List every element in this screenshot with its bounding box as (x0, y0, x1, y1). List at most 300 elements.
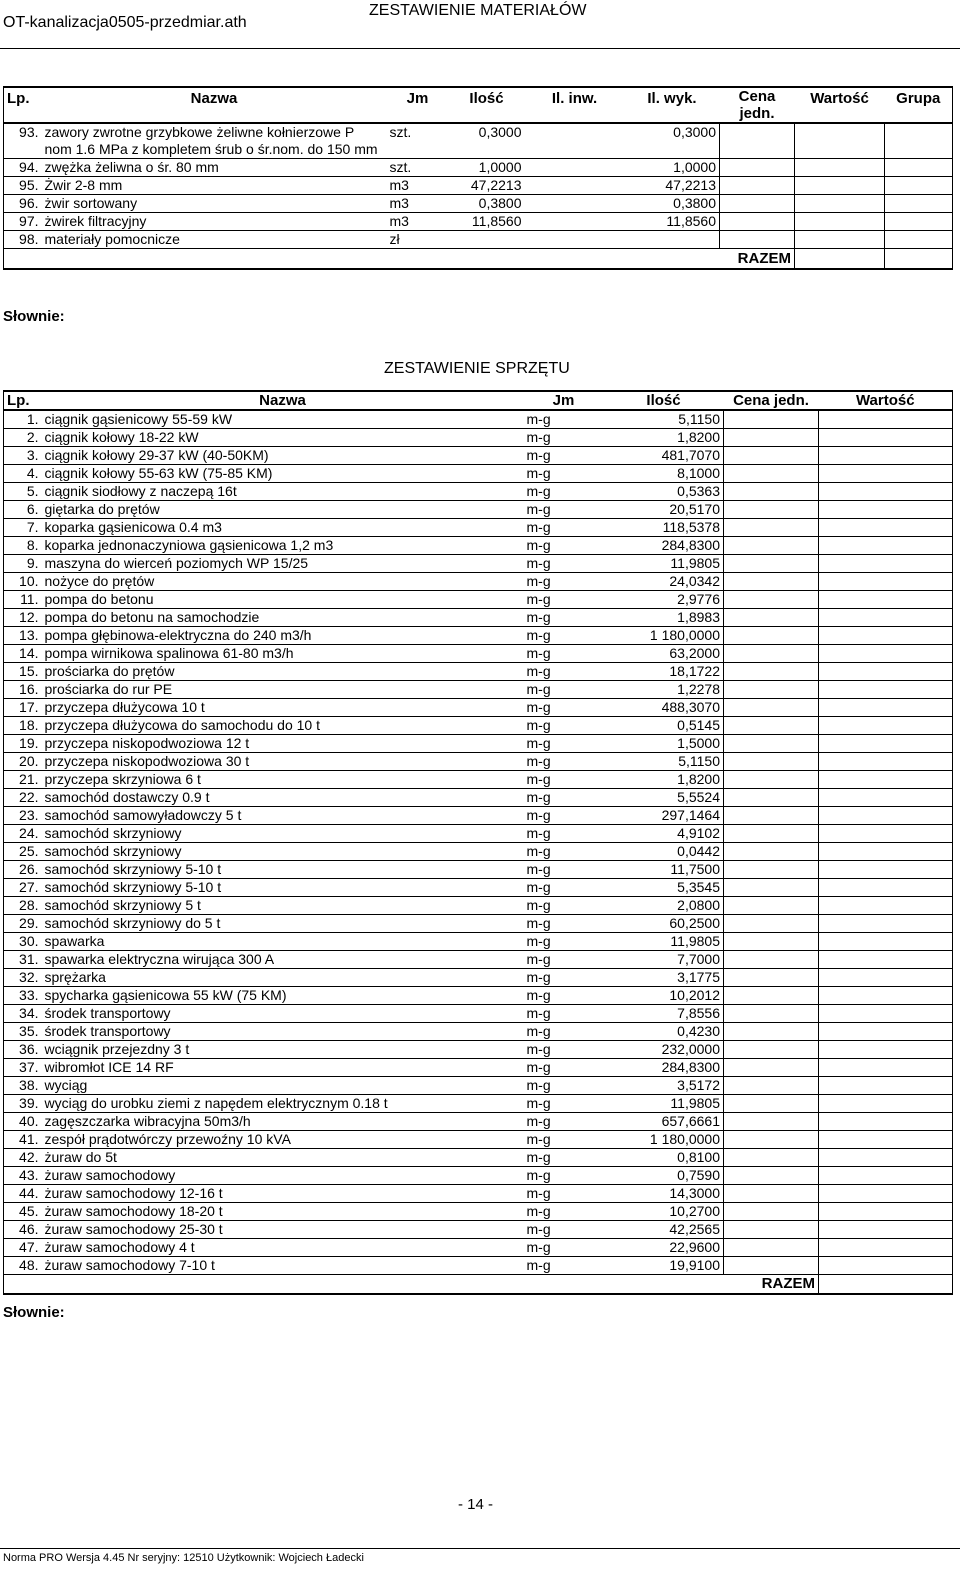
row-name: samochód skrzyniowy (42, 843, 524, 861)
row-value (819, 465, 953, 483)
row-lp: 44. (4, 1185, 42, 1203)
row-jm: m3 (387, 195, 449, 213)
row-jm: m-g (524, 1041, 604, 1059)
row-jm: m-g (524, 627, 604, 645)
row-price (724, 627, 819, 645)
row-value (819, 1185, 953, 1203)
row-name: żuraw samochodowy 25-30 t (42, 1221, 524, 1239)
row-jm (387, 177, 449, 195)
row-qty: 1,5000 (604, 735, 724, 753)
row-lp: 12. (4, 609, 42, 627)
table-row (4, 663, 953, 681)
row-wyk: 11,8560 (625, 213, 720, 231)
row-lp: 29. (4, 915, 42, 933)
row-name: żuraw do 5t (42, 1149, 524, 1167)
total-value (795, 249, 885, 270)
row-name: ciągnik kołowy 18-22 kW (42, 429, 524, 447)
row-jm: m-g (524, 879, 604, 897)
row-name: zespół prądotwórczy przewoźny 10 kVA (42, 1131, 524, 1149)
row-lp: 93. (4, 123, 42, 159)
row-jm: m-g (524, 483, 604, 501)
row-value (795, 123, 885, 159)
row-price (724, 501, 819, 519)
row-qty: 1,8983 (604, 609, 724, 627)
col-jm: Jm (387, 87, 449, 123)
row-lp: 1. (4, 410, 42, 429)
table-row (4, 465, 953, 483)
row-value (819, 681, 953, 699)
row-lp: 25. (4, 843, 42, 861)
row-value (795, 231, 885, 249)
section-title-equipment: ZESTAWIENIE SPRZĘTU (384, 360, 570, 377)
row-price (724, 1005, 819, 1023)
table-row (4, 681, 953, 699)
table-row (4, 753, 953, 771)
row-group (885, 231, 953, 249)
row-qty: 10,2012 (604, 987, 724, 1005)
row-value (819, 519, 953, 537)
row-jm: szt. (387, 159, 449, 177)
row-lp: 36. (4, 1041, 42, 1059)
row-jm: m-g (524, 1059, 604, 1077)
footer-text: Norma PRO Wersja 4.45 Nr seryjny: 12510 Użytkownik: Wojciech Ładecki (3, 1552, 364, 1564)
row-price (720, 195, 795, 213)
col-lp: Lp. (4, 87, 42, 123)
row-jm: m-g (524, 663, 604, 681)
table-row (4, 807, 953, 825)
row-jm: m-g (524, 1095, 604, 1113)
row-value (819, 915, 953, 933)
table-row (4, 1059, 953, 1077)
row-lp: 46. (4, 1221, 42, 1239)
row-lp: 14. (4, 645, 42, 663)
row-value (819, 1257, 953, 1275)
row-value (819, 771, 953, 789)
total-value (819, 1275, 953, 1295)
row-price (720, 213, 795, 231)
row-lp: 24. (4, 825, 42, 843)
col-wartosc: Wartość (795, 87, 885, 123)
row-jm: m-g (524, 753, 604, 771)
row-jm: m-g (524, 609, 604, 627)
row-qty: 1 180,0000 (604, 1131, 724, 1149)
row-jm: m-g (524, 1185, 604, 1203)
row-name: zagęszczarka wibracyjna 50m3/h (42, 1113, 524, 1131)
row-name: przyczepa dłużycowa 10 t (42, 699, 524, 717)
row-name: pompa do betonu (42, 591, 524, 609)
table-row (4, 789, 953, 807)
row-lp: 26. (4, 861, 42, 879)
table-row (4, 1041, 953, 1059)
table-row (4, 861, 953, 879)
row-price (724, 555, 819, 573)
row-jm: m-g (524, 897, 604, 915)
row-group (885, 177, 953, 195)
row-lp: 11. (4, 591, 42, 609)
row-value (795, 195, 885, 213)
row-value (819, 1095, 953, 1113)
table-row (4, 1095, 953, 1113)
row-jm: m-g (524, 1221, 604, 1239)
row-price (724, 447, 819, 465)
col-ilosc: Ilość (449, 87, 525, 123)
row-qty: 11,8560 (449, 213, 525, 231)
row-name: Żwir 2-8 mm (42, 177, 387, 195)
row-jm: m-g (524, 1257, 604, 1275)
row-price (724, 933, 819, 951)
table-row (4, 573, 953, 591)
row-lp: 13. (4, 627, 42, 645)
row-qty: 63,2000 (604, 645, 724, 663)
row-lp: 45. (4, 1203, 42, 1221)
row-group (885, 123, 953, 159)
row-price (724, 429, 819, 447)
row-qty: 1,8200 (604, 429, 724, 447)
table-row (4, 987, 953, 1005)
row-name: ciągnik kołowy 55-63 kW (75-85 KM) (42, 465, 524, 483)
row-jm: m-g (524, 501, 604, 519)
row-price (724, 1113, 819, 1131)
row-name: wibromłot ICE 14 RF (42, 1059, 524, 1077)
row-price (724, 519, 819, 537)
row-price (724, 771, 819, 789)
row-qty: 0,3800 (449, 195, 525, 213)
row-inw (525, 159, 625, 177)
table-row (4, 483, 953, 501)
row-jm: m-g (524, 699, 604, 717)
row-jm: m-g (524, 519, 604, 537)
row-name: maszyna do wierceń poziomych WP 15/25 (42, 555, 524, 573)
row-price (724, 537, 819, 555)
row-price (724, 699, 819, 717)
row-name: wyciąg do urobku ziemi z napędem elektrycznym 0.18 t (42, 1095, 524, 1113)
row-jm: m-g (524, 1203, 604, 1221)
row-lp: 28. (4, 897, 42, 915)
col-cena-jedn: Cena jedn. (720, 87, 795, 123)
row-name: żuraw samochodowy (42, 1167, 524, 1185)
page-title: ZESTAWIENIE MATERIAŁÓW (369, 2, 587, 19)
row-qty: 11,7500 (604, 861, 724, 879)
row-value (819, 969, 953, 987)
file-name: OT-kanalizacja0505-przedmiar.ath (3, 14, 247, 31)
row-value (819, 609, 953, 627)
table-row (4, 843, 953, 861)
row-jm: m-g (524, 410, 604, 429)
footer-divider (0, 1548, 960, 1549)
col-nazwa: Nazwa (42, 391, 524, 410)
row-price (724, 410, 819, 429)
page-number: - 14 - (458, 1496, 494, 1513)
row-value (819, 555, 953, 573)
table-row (4, 410, 953, 429)
row-qty: 18,1722 (604, 663, 724, 681)
row-price (724, 987, 819, 1005)
row-qty: 5,5524 (604, 789, 724, 807)
table-row (4, 1023, 953, 1041)
row-value (819, 429, 953, 447)
row-price (724, 843, 819, 861)
row-jm: m-g (524, 591, 604, 609)
col-lp: Lp. (4, 391, 42, 410)
table-row (4, 159, 953, 177)
row-jm: m-g (524, 735, 604, 753)
row-name: spawarka elektryczna wirująca 300 A (42, 951, 524, 969)
row-lp: 96. (4, 195, 42, 213)
row-lp: 33. (4, 987, 42, 1005)
row-name: wyciąg (42, 1077, 524, 1095)
table-row (4, 933, 953, 951)
row-name: przyczepa niskopodwoziowa 12 t (42, 735, 524, 753)
total-label: RAZEM (724, 1275, 819, 1295)
row-lp: 98. (4, 231, 42, 249)
table-row (4, 591, 953, 609)
table-row (4, 1005, 953, 1023)
row-qty: 0,8100 (604, 1149, 724, 1167)
slownie-label-equipment: Słownie: (3, 1304, 65, 1321)
row-value (819, 663, 953, 681)
row-value (819, 1131, 953, 1149)
row-value (819, 987, 953, 1005)
row-lp: 22. (4, 789, 42, 807)
table-row (4, 447, 953, 465)
row-value (819, 843, 953, 861)
row-value (819, 699, 953, 717)
row-name: pompa do betonu na samochodzie (42, 609, 524, 627)
table-row (4, 213, 953, 231)
total-row (4, 249, 953, 270)
row-value (819, 1059, 953, 1077)
row-jm: m-g (524, 915, 604, 933)
row-lp: 8. (4, 537, 42, 555)
row-price (724, 465, 819, 483)
row-jm: m-g (524, 1077, 604, 1095)
row-lp: 9. (4, 555, 42, 573)
table-row (4, 1149, 953, 1167)
table-row (4, 969, 953, 987)
row-jm: m3 (387, 213, 449, 231)
col-il-inw: Il. inw. (525, 87, 625, 123)
row-price (724, 1185, 819, 1203)
row-lp: 47. (4, 1239, 42, 1257)
row-lp: 38. (4, 1077, 42, 1095)
table-row (4, 897, 953, 915)
row-jm: m-g (524, 1149, 604, 1167)
row-name: spawarka (42, 933, 524, 951)
row-jm: szt. (387, 123, 449, 159)
table-row (4, 1239, 953, 1257)
row-qty: 118,5378 (604, 519, 724, 537)
row-lp: 20. (4, 753, 42, 771)
table-row (4, 555, 953, 573)
row-name: samochód skrzyniowy 5-10 t (42, 879, 524, 897)
table-row (4, 177, 953, 195)
row-value (819, 591, 953, 609)
row-name: nożyce do prętów (42, 573, 524, 591)
table-row (4, 645, 953, 663)
row-qty: 0,0442 (604, 843, 724, 861)
row-lp: 2. (4, 429, 42, 447)
row-qty: 0,5363 (604, 483, 724, 501)
table-row (4, 915, 953, 933)
row-name: wciągnik przejezdny 3 t (42, 1041, 524, 1059)
row-jm: m-g (524, 771, 604, 789)
row-name: żwirek filtracyjny (42, 213, 387, 231)
row-lp: 18. (4, 717, 42, 735)
row-qty: 1,2278 (604, 681, 724, 699)
row-price (720, 159, 795, 177)
materials-header-row (4, 87, 953, 123)
col-grupa: Grupa (885, 87, 953, 123)
row-value (819, 1167, 953, 1185)
row-value (819, 951, 953, 969)
row-jm: m-g (524, 537, 604, 555)
row-name: materiały pomocnicze (42, 231, 387, 249)
row-price (724, 915, 819, 933)
row-jm: m-g (524, 843, 604, 861)
total-label: RAZEM (720, 249, 795, 270)
row-name: środek transportowy (42, 1023, 524, 1041)
row-qty: 7,7000 (604, 951, 724, 969)
row-qty: 297,1464 (604, 807, 724, 825)
row-price (724, 681, 819, 699)
row-jm: m-g (524, 1113, 604, 1131)
row-jm: m-g (524, 861, 604, 879)
row-name: sprężarka (42, 969, 524, 987)
row-lp: 30. (4, 933, 42, 951)
table-row (4, 1113, 953, 1131)
row-value (819, 1203, 953, 1221)
row-qty: 60,2500 (604, 915, 724, 933)
table-row (4, 717, 953, 735)
row-jm: m-g (524, 465, 604, 483)
row-lp: 3. (4, 447, 42, 465)
table-row (4, 1221, 953, 1239)
row-qty: 5,1150 (604, 410, 724, 429)
row-wyk: 1,0000 (625, 159, 720, 177)
row-jm: m-g (524, 429, 604, 447)
row-value (819, 825, 953, 843)
row-value (819, 879, 953, 897)
row-qty: 284,8300 (604, 537, 724, 555)
row-price (724, 1095, 819, 1113)
row-lp: 48. (4, 1257, 42, 1275)
row-value (819, 717, 953, 735)
row-price (724, 1077, 819, 1095)
row-qty: 488,3070 (604, 699, 724, 717)
table-row (4, 627, 953, 645)
table-row (4, 879, 953, 897)
equipment-table (3, 390, 953, 1295)
row-name: giętarka do prętów (42, 501, 524, 519)
row-name: samochód skrzyniowy (42, 825, 524, 843)
row-price (724, 1023, 819, 1041)
row-jm: m-g (524, 1239, 604, 1257)
row-qty: 1,8200 (604, 771, 724, 789)
row-qty: 2,9776 (604, 591, 724, 609)
row-jm: m-g (524, 1131, 604, 1149)
table-row (4, 735, 953, 753)
row-name: samochód dostawczy 0.9 t (42, 789, 524, 807)
row-lp: 34. (4, 1005, 42, 1023)
table-row (4, 951, 953, 969)
row-lp: 10. (4, 573, 42, 591)
row-value (819, 1023, 953, 1041)
total-spacer (4, 1275, 724, 1295)
row-jm: m-g (524, 789, 604, 807)
row-price (724, 969, 819, 987)
row-value (819, 1221, 953, 1239)
row-qty: 11,9805 (604, 1095, 724, 1113)
row-lp: 40. (4, 1113, 42, 1131)
row-qty: 47,2213 (449, 177, 525, 195)
row-price (724, 1041, 819, 1059)
row-qty: 11,9805 (604, 933, 724, 951)
row-lp: 5. (4, 483, 42, 501)
equipment-body (4, 410, 953, 1294)
row-qty: 42,2565 (604, 1221, 724, 1239)
row-value (819, 447, 953, 465)
row-price (724, 1239, 819, 1257)
row-price (724, 825, 819, 843)
row-jm: m-g (524, 987, 604, 1005)
row-lp: 7. (4, 519, 42, 537)
row-inw (525, 177, 625, 195)
row-lp: 94. (4, 159, 42, 177)
row-name: środek transportowy (42, 1005, 524, 1023)
row-lp: 35. (4, 1023, 42, 1041)
row-qty: 19,9100 (604, 1257, 724, 1275)
row-inw (525, 213, 625, 231)
table-row (4, 519, 953, 537)
row-value (819, 573, 953, 591)
row-wyk: 47,2213 (625, 177, 720, 195)
row-value (819, 1041, 953, 1059)
table-row (4, 1167, 953, 1185)
row-qty: 0,7590 (604, 1167, 724, 1185)
row-jm: m-g (524, 645, 604, 663)
row-inw (525, 231, 625, 249)
row-lp: 42. (4, 1149, 42, 1167)
row-qty: 284,8300 (604, 1059, 724, 1077)
row-name: zawory zwrotne grzybkowe żeliwne kołnierzowe P nom 1.6 MPa z kompletem śrub o śr.nom. do 150 mm (42, 123, 387, 159)
equipment-header-row (4, 391, 953, 410)
row-name: przyczepa niskopodwoziowa 30 t (42, 753, 524, 771)
row-lp: 16. (4, 681, 42, 699)
table-row (4, 231, 953, 249)
row-name: żuraw samochodowy 12-16 t (42, 1185, 524, 1203)
row-name: pompa głębinowa-elektryczna do 240 m3/h (42, 627, 524, 645)
row-jm: zł (387, 231, 449, 249)
col-wartosc: Wartość (819, 391, 953, 410)
row-price (720, 123, 795, 159)
row-lp: 31. (4, 951, 42, 969)
row-jm: m-g (524, 807, 604, 825)
row-lp: 15. (4, 663, 42, 681)
row-price (724, 717, 819, 735)
row-name: samochód skrzyniowy 5 t (42, 897, 524, 915)
row-qty: 10,2700 (604, 1203, 724, 1221)
row-name: koparka gąsienicowa 0.4 m3 (42, 519, 524, 537)
row-name: ciągnik kołowy 29-37 kW (40-50KM) (42, 447, 524, 465)
row-name: ciągnik gąsienicowy 55-59 kW (42, 410, 524, 429)
row-jm: m-g (524, 825, 604, 843)
table-row (4, 1077, 953, 1095)
row-jm: m-g (524, 555, 604, 573)
row-name: żuraw samochodowy 7-10 t (42, 1257, 524, 1275)
row-value (819, 627, 953, 645)
table-row (4, 195, 953, 213)
row-name: prościarka do rur PE (42, 681, 524, 699)
